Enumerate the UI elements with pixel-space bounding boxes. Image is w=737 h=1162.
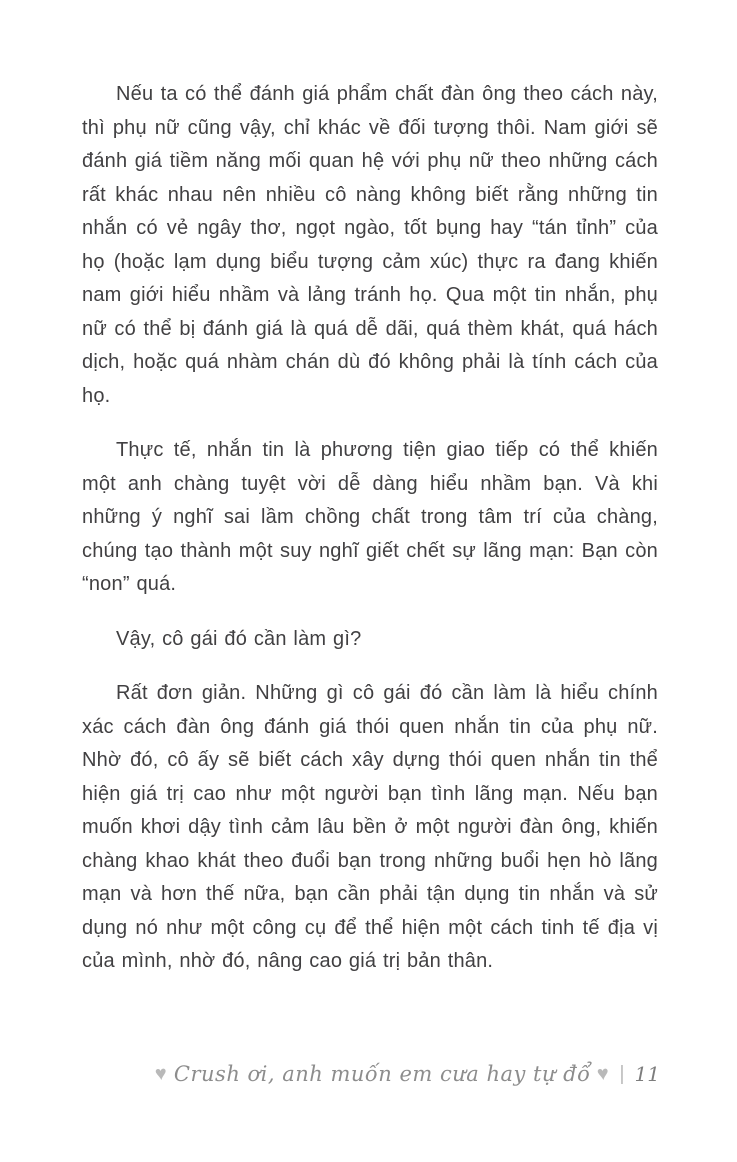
page-body-text — [82, 78, 658, 979]
body-paragraph: Thực tế, nhắn tin là phương tiện giao tiếp có thể khiến một anh chàng tuyệt vời dễ dàng hiểu nhầm bạn. Và khi những ý nghĩ sai lầm chồng chất trong tâm trí của chàng, chúng tạo thành một suy nghĩ giết chết sự lãng mạn: Bạn còn “non” quá. — [82, 439, 658, 595]
page-footer — [155, 1062, 660, 1086]
running-title: Crush ơi, anh muốn em cưa hay tự đổ — [173, 1062, 591, 1086]
heart-icon: ♥ — [154, 1062, 168, 1086]
page-number: 11 — [634, 1062, 660, 1086]
body-paragraph: Nếu ta có thể đánh giá phẩm chất đàn ông theo cách này, thì phụ nữ cũng vậy, chỉ khác về đối tượng thôi. Nam giới sẽ đánh giá tiềm năng mối quan hệ với phụ nữ theo những cách rất khác nhau nên nhiều cô nàng không biết rằng những tin nhắn có vẻ ngây thơ, ngọt ngào, tốt bụng hay “tán tỉnh” của họ (hoặc lạm dụng biểu tượng cảm xúc) thực ra đang khiến nam giới hiểu nhầm và lảng tránh họ. Qua một tin nhắn, phụ nữ có thể bị đánh giá là quá dễ dãi, quá thèm khát, quá hách dịch, hoặc quá nhàm chán dù đó không phải là tính cách của họ. — [82, 83, 658, 407]
heart-icon: ♥ — [596, 1062, 611, 1086]
body-paragraph: Rất đơn giản. Những gì cô gái đó cần làm là hiểu chính xác cách đàn ông đánh giá thói quen nhắn tin của phụ nữ. Nhờ đó, cô ấy sẽ biết cách xây dựng thói quen nhắn tin thể hiện giá trị cao như một người bạn tình lãng mạn. Nếu bạn muốn khơi dậy tình cảm lâu bền ở một người đàn ông, khiến chàng khao khát theo đuổi bạn trong những buổi hẹn hò lãng mạn và hơn thế nữa, bạn cần phải tận dụng tin nhắn và sử dụng nó như một công cụ để thể hiện một cách tinh tế địa vị của mình, nhờ đó, nâng cao giá trị bản thân. — [82, 682, 658, 972]
body-paragraph: Vậy, cô gái đó cần làm gì? — [116, 627, 362, 650]
footer-separator: | — [619, 1062, 625, 1085]
